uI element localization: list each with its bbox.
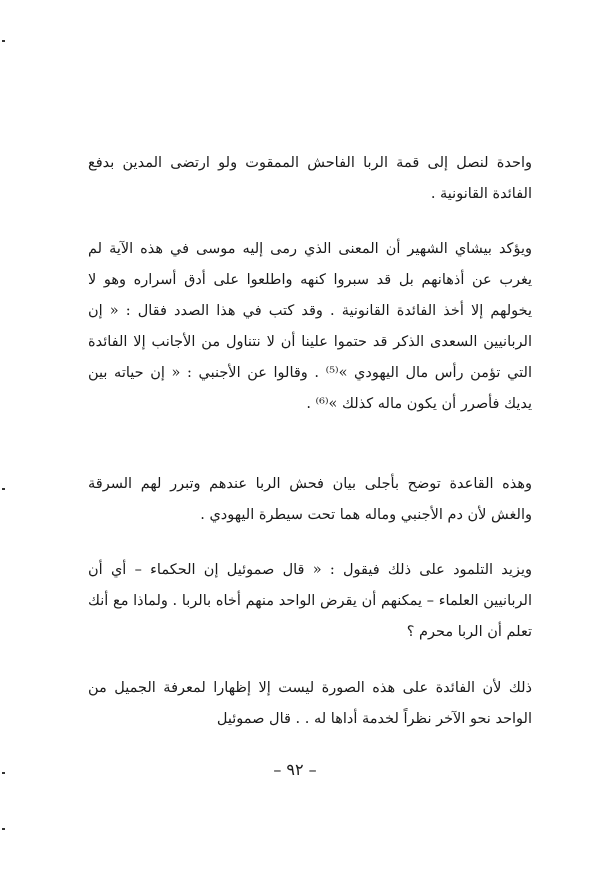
scan-mark xyxy=(2,488,5,490)
paragraph: ويزيد التلمود على ذلك فيقول : « قال صموئيل إن الحكماء – أي أن الربانيين العلماء – يمكنهم أن يقرض الواحد منهم أخاه بالربا . ولماذا مع أنك تعلم أن الربا محرم ؟ xyxy=(88,562,532,640)
scan-mark xyxy=(2,40,5,42)
paragraph: واحدة لنصل إلى قمة الربا الفاحش الممقوت ولو ارتضى المدين بدفع الفائدة القانونية . xyxy=(88,155,532,202)
paragraph: ويؤكد بيشاي الشهير أن المعنى الذي رمى إليه موسى في هذه الآية لم يغرب عن أذهانهم بل قد سبروا كنهه واطلعوا على أدق أسراره وهو لا يخولهم إلا أخذ الفائدة القانونية . وقد كتب في هذا الصدد فقال : « إن الربانيين السعدى الذكر قد حتموا علينا أن لا نتناول من الأجانب إلا الفائدة التي تؤمن رأس مال اليهودي »⁽⁵⁾ . وقالوا عن الأجنبي : « إن حياته بين يديك فأصرر أن يكون ماله كذلك »⁽⁶⁾ . xyxy=(88,241,532,412)
scan-mark xyxy=(2,828,5,830)
scan-mark xyxy=(2,772,5,774)
paragraph: ذلك لأن الفائدة على هذه الصورة ليست إلا إظهارا لمعرفة الجميل من الواحد نحو الآخر نظراً لخدمة أداها له . . قال صموئيل xyxy=(88,680,532,727)
page-number: – ٩٢ – xyxy=(273,760,317,779)
paragraph: وهذه القاعدة توضح بأجلى بيان فحش الربا عندهم وتبرر لهم السرقة والغش لأن دم الأجنبي وماله هما تحت سيطرة اليهودي . xyxy=(88,476,532,523)
